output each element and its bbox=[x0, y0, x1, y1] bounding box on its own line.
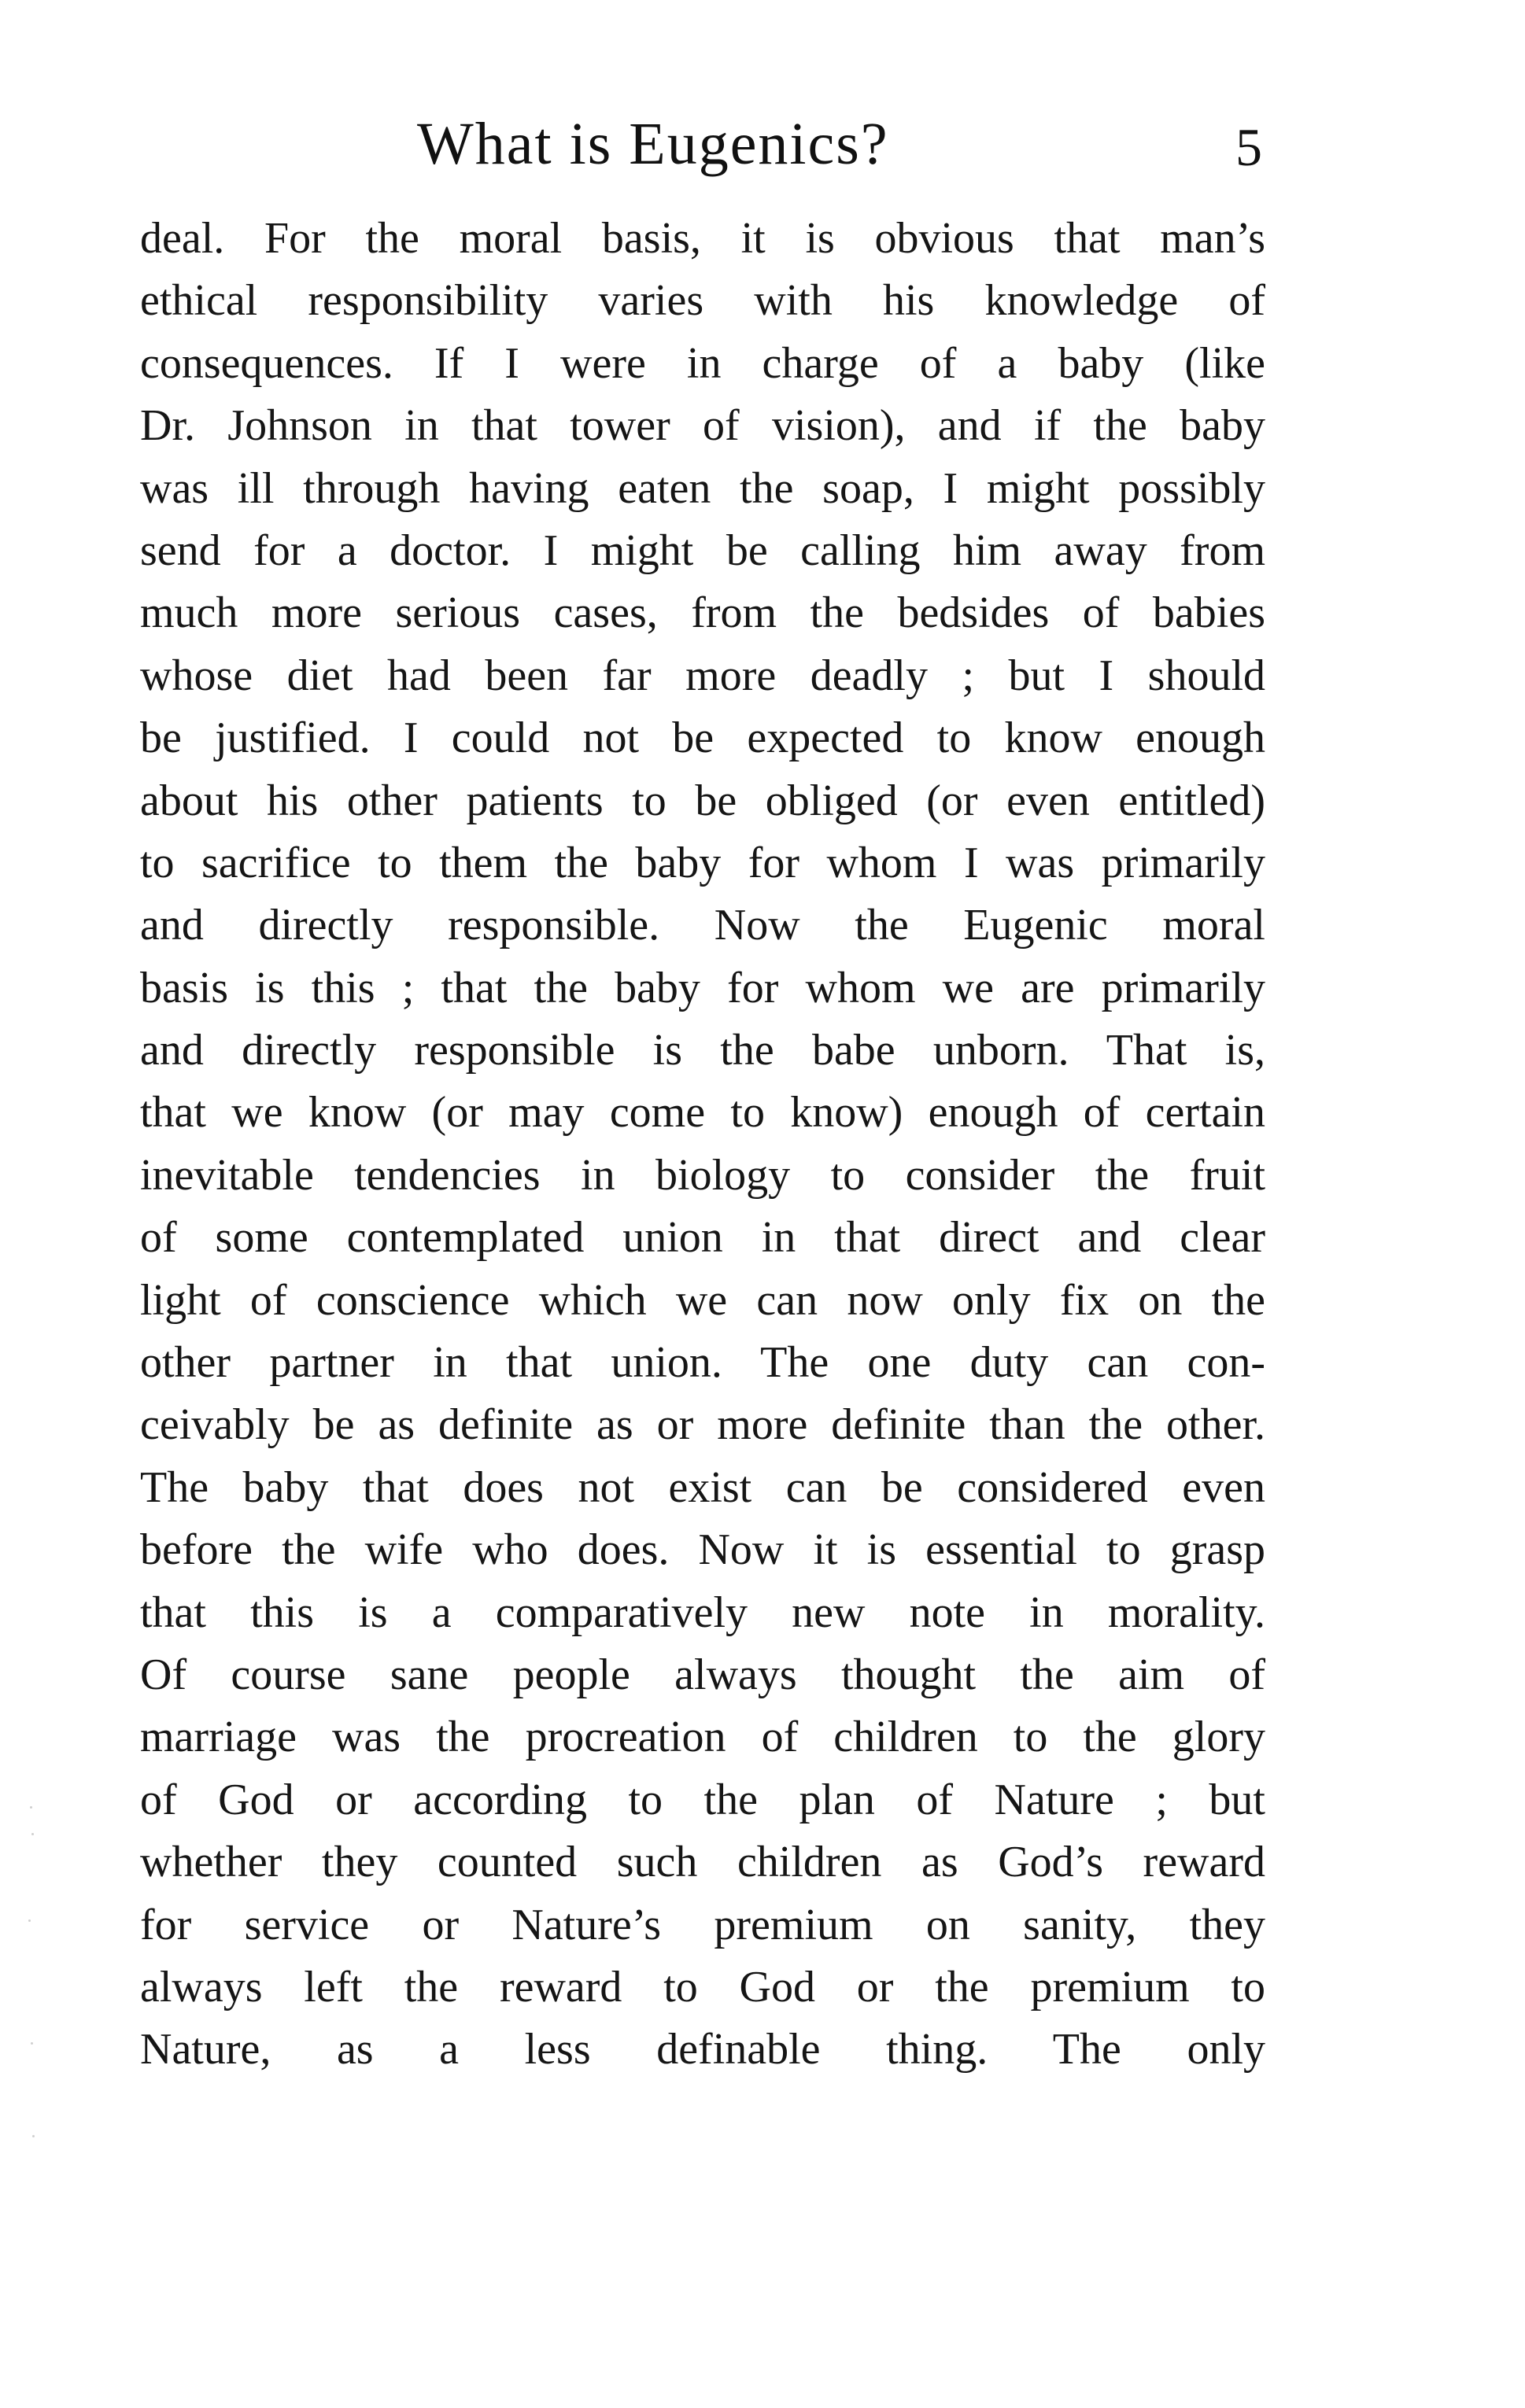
text-line: deal. For the moral basis, it is obvious that man’s bbox=[140, 214, 1265, 263]
text-line: whose diet had been far more deadly ; but I should bbox=[140, 651, 1265, 700]
text-line: of some contemplated union in that direct and clear bbox=[140, 1213, 1265, 1263]
text-line: always left the reward to God or the premium to bbox=[140, 1962, 1265, 2012]
text-line: for service or Nature’s premium on sanity, they bbox=[140, 1900, 1265, 1949]
scan-speck bbox=[31, 2042, 33, 2045]
scan-speck bbox=[31, 1833, 34, 1835]
text-line: Of course sane people always thought the aim of bbox=[140, 1650, 1265, 1699]
text-line: be justified. I could not be expected to know enough bbox=[140, 714, 1265, 763]
text-line: before the wife who does. Now it is essential to grasp bbox=[140, 1525, 1265, 1575]
text-line: ethical responsibility varies with his knowledge of bbox=[140, 276, 1265, 326]
text-line: whether they counted such children as God’s reward bbox=[140, 1838, 1265, 1887]
text-line: of God or according to the plan of Nature ; but bbox=[140, 1775, 1265, 1824]
text-line: The baby that does not exist can be considered even bbox=[140, 1462, 1265, 1512]
running-title: What is Eugenics? bbox=[417, 111, 889, 177]
text-line: marriage was the procreation of children to the glory bbox=[140, 1713, 1265, 1762]
text-line: other partner in that union. The one duty can con- bbox=[140, 1338, 1265, 1388]
body-text bbox=[140, 208, 1265, 2082]
page-number: 5 bbox=[1235, 117, 1262, 177]
scan-speck bbox=[30, 1806, 32, 1809]
text-line: basis is this ; that the baby for whom we are primarily bbox=[140, 963, 1265, 1012]
scan-speck bbox=[32, 2135, 35, 2137]
scan-speck bbox=[28, 1919, 31, 1922]
text-line: ceivably be as definite as or more definite than the other. bbox=[140, 1400, 1265, 1450]
text-line: was ill through having eaten the soap, I might possibly bbox=[140, 463, 1265, 513]
text-line: about his other patients to be obliged (or even entitled) bbox=[140, 776, 1265, 825]
text-line: and directly responsible is the babe unborn. That is, bbox=[140, 1026, 1265, 1075]
text-line: much more serious cases, from the bedsides of babies bbox=[140, 588, 1265, 638]
text-line: light of conscience which we can now only fix on the bbox=[140, 1275, 1265, 1325]
text-line: that we know (or may come to know) enough of certain bbox=[140, 1088, 1265, 1138]
text-line: Dr. Johnson in that tower of vision), and if the baby bbox=[140, 401, 1265, 451]
text-line: to sacrifice to them the baby for whom I was primarily bbox=[140, 838, 1265, 887]
text-line: send for a doctor. I might be calling him away from bbox=[140, 525, 1265, 575]
text-line: that this is a comparatively new note in morality. bbox=[140, 1588, 1265, 1637]
text-line: inevitable tendencies in biology to consider the fruit bbox=[140, 1150, 1265, 1200]
text-line: Nature, as a less definable thing. The only bbox=[140, 2025, 1265, 2074]
text-line: consequences. If I were in charge of a baby (like bbox=[140, 338, 1265, 388]
text-line: and directly responsible. Now the Eugenic moral bbox=[140, 901, 1265, 950]
